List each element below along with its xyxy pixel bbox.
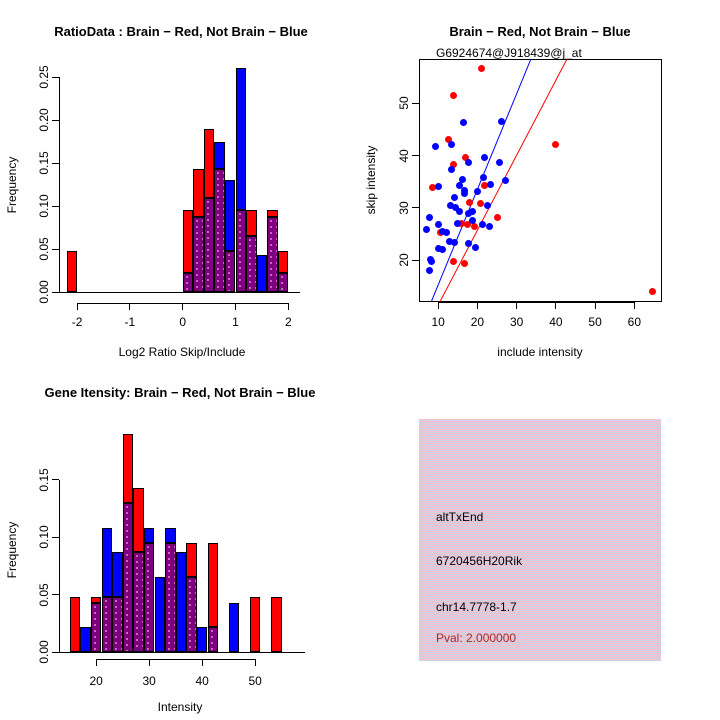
hist-bar-overlap-segment [186,577,197,652]
hist-bar-overlap-segment [208,627,219,652]
x-tick-label: 50 [588,315,602,329]
scatter-point-blue [448,141,455,148]
x-tick-label: 40 [195,674,209,688]
gene-hist-xlabel: Intensity [157,700,203,714]
hist-bar-segment [165,528,176,543]
y-axis-tick [52,292,59,293]
x-tick-label: 2 [284,315,292,329]
scatter-point-blue [498,118,505,125]
ratio-hist-title: RatioData : Brain − Red, Not Brain − Blue [54,24,308,39]
gene-symbol-text: 6720456H20Rik [436,554,523,568]
x-axis-tick [477,302,478,309]
scatter-point-blue [456,208,463,215]
hist-bar-overlap-segment [225,251,236,292]
y-axis-tick [52,249,59,250]
hist-bar-overlap-segment [112,597,123,652]
scatter-point-red [649,288,656,295]
hist-bar-segment [267,210,278,217]
scatter-point-blue [454,220,461,227]
hist-bar-segment [208,543,219,627]
gene-hist-ylabel: Frequency [5,521,19,579]
x-axis-tick [288,303,289,310]
x-axis-tick [255,659,256,666]
x-axis-tick [235,303,236,310]
scatter-point-blue [461,190,468,197]
hist-bar-segment [246,210,257,236]
y-axis-tick [52,537,59,538]
x-axis-tick [438,302,439,309]
hist-bar-overlap-segment [91,603,102,652]
x-axis-tick [202,659,203,666]
scatter-point-blue [472,244,479,251]
scatter-point-red [477,200,484,207]
hist-bar-segment [70,597,81,652]
hist-bar-overlap-segment [278,273,289,292]
x-tick-label: -1 [124,315,136,329]
y-tick-label: 40 [397,148,411,163]
scatter-point-blue [502,177,509,184]
y-axis-tick [52,163,59,164]
y-tick-label: 50 [397,96,411,110]
hist-bar-overlap-segment [183,273,194,292]
y-axis-line [59,77,60,292]
y-axis-tick [52,206,59,207]
hist-bar-overlap-segment [193,217,204,292]
x-tick-label: 0 [179,315,187,329]
hist-bar-segment [225,180,236,251]
scatter-point-blue [432,143,439,150]
x-axis-line [96,659,255,660]
hist-bar-overlap-segment [133,552,144,652]
ratio-hist-ylabel: Frequency [5,156,19,214]
hist-bar-segment [183,210,194,273]
hist-bar-segment [144,528,155,543]
scatter-xlabel: include intensity [497,345,583,359]
hist-bar-segment [91,597,102,603]
hist-bar-overlap-segment [246,236,257,292]
y-tick-label: 0.00 [37,640,51,664]
hist-bar-overlap-segment [267,217,278,292]
y-axis-line [59,480,60,652]
y-tick-label: 20 [397,253,411,267]
x-tick-label: 40 [549,315,563,329]
scatter-point-blue [451,239,458,246]
y-tick-label: 0.10 [37,525,51,549]
hist-bar-segment [80,627,91,652]
x-tick-label: 1 [232,315,239,329]
locus-text: chr14.7778-1.7 [436,600,517,614]
x-tick-label: 30 [509,315,524,329]
x-axis-tick [96,659,97,666]
y-axis-tick [412,103,419,104]
y-axis-tick [412,155,419,156]
hist-bar-segment [271,597,282,652]
blue-fit-line [431,59,531,302]
y-axis-tick [52,479,59,480]
scatter-ylabel: skip intensity [364,145,378,215]
x-tick-label: 10 [431,315,445,329]
y-tick-label: 30 [397,201,411,215]
x-axis-tick [77,303,78,310]
scatter-point-blue [484,202,491,209]
gene-hist-title: Gene Itensity: Brain − Red, Not Brain − Blue [44,385,316,400]
x-tick-label: 60 [627,315,642,329]
y-axis-tick [52,652,59,653]
hist-bar-segment [214,142,225,169]
scatter-title: Brain − Red, Not Brain − Blue [449,24,631,39]
y-tick-label: 0.25 [37,65,51,89]
hist-bar-overlap-segment [123,503,134,652]
hist-bar-overlap-segment [102,597,113,652]
scatter-point-blue [481,154,488,161]
scatter-point-blue [460,119,467,126]
hist-bar-segment [112,552,123,597]
hist-bar-segment [102,528,113,597]
scatter-point-red [552,141,559,148]
y-tick-label: 0.10 [37,194,51,218]
x-axis-tick [516,302,517,309]
event-type-text: altTxEnd [436,510,484,524]
hist-bar-segment [155,577,166,652]
pval-text: Pval: 2.000000 [436,631,517,645]
hist-bar-segment [250,597,261,652]
scatter-point-blue [479,221,486,228]
hist-bar-overlap-segment [236,210,247,292]
hist-bar-segment [193,169,204,217]
x-tick-label: 50 [248,674,262,688]
hist-bar-segment [67,251,78,292]
x-tick-label: -2 [71,315,83,329]
hist-bar-segment [176,552,187,652]
scatter-point-blue [480,174,487,181]
y-axis-tick [52,77,59,78]
hist-bar-overlap-segment [144,543,155,652]
hist-baseline [59,292,300,293]
y-axis-tick [52,120,59,121]
y-axis-tick [52,594,59,595]
hist-bar-segment [123,434,134,503]
hist-bar-segment [186,543,197,577]
scatter-point-blue [435,221,442,228]
x-axis-tick [555,302,556,309]
hist-bar-overlap-segment [214,169,225,292]
x-axis-line [438,302,634,303]
x-axis-tick [149,659,150,666]
x-axis-tick [634,302,635,309]
hist-bar-segment [257,255,268,292]
y-tick-label: 0.15 [37,468,51,492]
x-axis-tick [182,303,183,310]
hist-bar-segment [278,251,289,273]
scatter-point-blue [426,214,433,221]
scatter-point-blue [435,183,442,190]
x-axis-tick [595,302,596,309]
scatter-point-red [478,65,485,72]
y-tick-label: 0.15 [37,151,51,175]
probe-id-text: G6924674@J918439@j_at [436,46,582,60]
x-tick-label: 30 [142,674,156,688]
hist-bar-segment [236,68,247,210]
hist-baseline [59,652,305,653]
y-axis-tick [412,260,419,261]
hist-bar-overlap-segment [165,543,176,652]
y-tick-label: 0.20 [37,108,51,132]
hist-bar-segment [133,488,144,552]
scatter-point-blue [496,159,503,166]
y-axis-tick [412,207,419,208]
hist-bar-segment [229,603,240,652]
hist-bar-segment [204,129,215,199]
y-tick-label: 0.05 [37,237,51,261]
scatter-point-blue [486,223,493,230]
y-tick-label: 0.05 [37,582,51,607]
hist-bar-overlap-segment [204,198,215,292]
hist-bar-segment [197,627,208,652]
ratio-hist-xlabel: Log2 Ratio Skip/Include [118,345,246,359]
x-tick-label: 20 [89,674,103,688]
y-tick-label: 0.00 [37,280,51,304]
scatter-point-blue [451,194,458,201]
x-tick-label: 20 [470,315,485,329]
x-axis-tick [129,303,130,310]
scatter-point-blue [474,188,481,195]
